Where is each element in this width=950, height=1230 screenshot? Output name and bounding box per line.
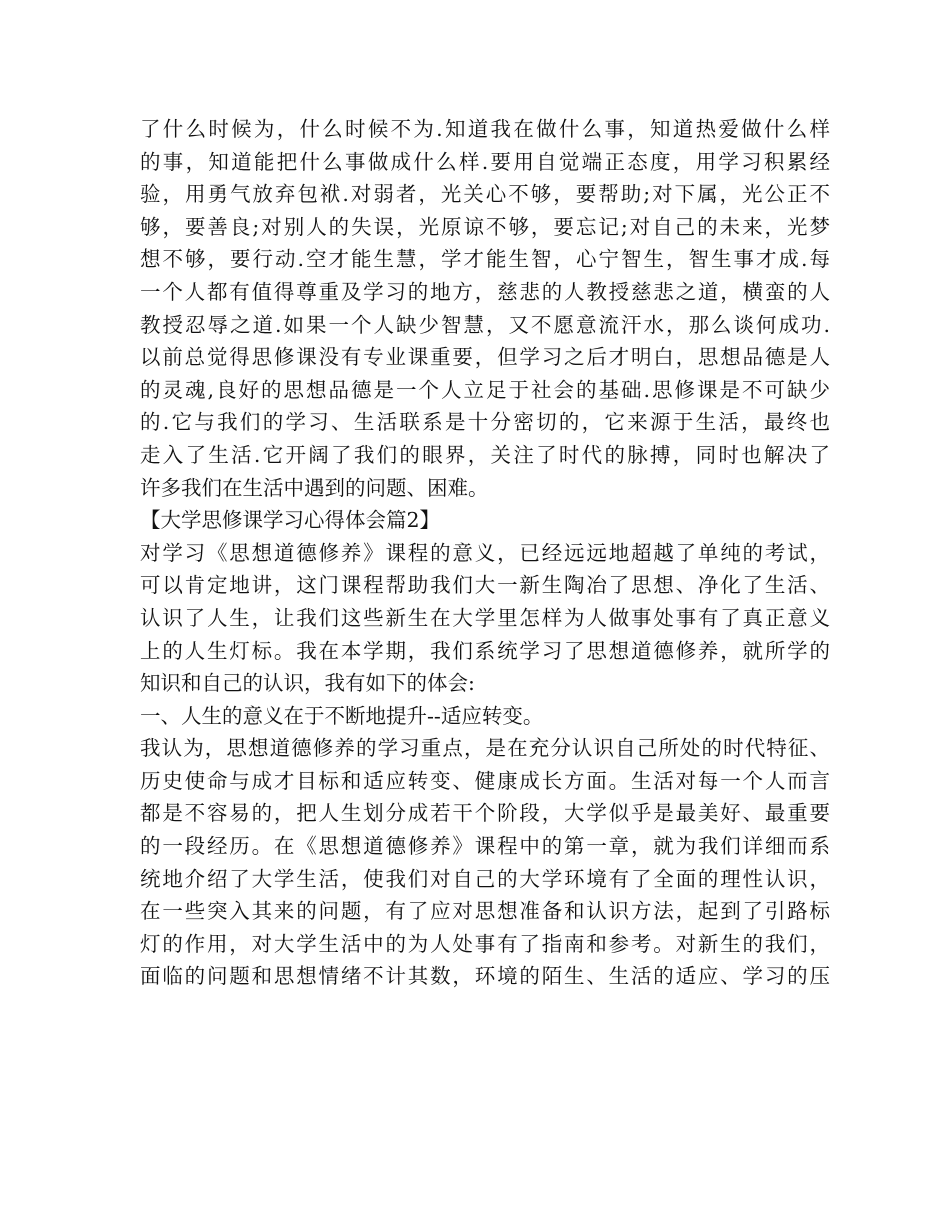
text-line: 都是不容易的，把人生划分成若干个阶段，大学似乎是最美好、最重要 — [140, 801, 830, 826]
text-line: 的事，知道能把什么事做成什么样.要用自觉端正态度，用学习积累经 — [140, 149, 830, 174]
text-line: 想不够，要行动.空才能生慧，学才能生智，心宁智生，智生事才成.每 — [140, 247, 830, 272]
body-text — [140, 113, 830, 993]
text-line: 够，要善良;对别人的失误，光原谅不够，要忘记;对自己的未来，光梦 — [140, 214, 830, 239]
text-line: 的.它与我们的学习、生活联系是十分密切的，它来源于生活，最终也 — [140, 410, 830, 435]
text-line: 走入了生活.它开阔了我们的眼界，关注了时代的脉搏，同时也解决了 — [140, 442, 830, 467]
text-line: 统地介绍了大学生活，使我们对自己的大学环境有了全面的理性认识， — [140, 866, 830, 891]
text-line: 认识了人生，让我们这些新生在大学里怎样为人做事处事有了真正意义 — [140, 605, 830, 630]
text-line: 知识和自己的认识，我有如下的体会: — [140, 671, 475, 696]
text-line: 历史使命与成才目标和适应转变、健康成长方面。生活对每一个人而言 — [140, 768, 830, 793]
text-line: 上的人生灯标。我在本学期，我们系统学习了思想道德修养，就所学的 — [140, 638, 830, 663]
text-line: 在一些突入其来的问题，有了应对思想准备和认识方法，起到了引路标 — [140, 899, 830, 924]
text-line: 的灵魂,良好的思想品德是一个人立足于社会的基础.思修课是不可缺少 — [140, 377, 830, 402]
text-line: 教授忍辱之道.如果一个人缺少智慧，又不愿意流汗水，那么谈何成功. — [140, 312, 830, 337]
text-line: 了什么时候为，什么时候不为.知道我在做什么事，知道热爱做什么样 — [140, 117, 830, 141]
text-line: 一个人都有值得尊重及学习的地方，慈悲的人教授慈悲之道，横蛮的人 — [140, 279, 830, 304]
text-line: 一、人生的意义在于不断地提升--适应转变。 — [140, 703, 544, 728]
text-line: 以前总觉得思修课没有专业课重要，但学习之后才明白，思想品德是人 — [140, 345, 830, 370]
text-line: 验，用勇气放弃包袱.对弱者，光关心不够，要帮助;对下属，光公正不 — [140, 182, 830, 207]
text-line: 面临的问题和思想情绪不计其数，环境的陌生、生活的适应、学习的压 — [140, 964, 830, 989]
text-line: 我认为，思想道德修养的学习重点，是在充分认识自己所处的时代特征、 — [140, 736, 830, 761]
text-line: 许多我们在生活中遇到的问题、困难。 — [140, 475, 489, 500]
text-line: 对学习《思想道德修养》课程的意义，已经远远地超越了单纯的考试， — [140, 540, 830, 565]
text-line: 【大学思修课学习心得体会篇2】 — [140, 508, 441, 533]
text-line: 的一段经历。在《思想道德修养》课程中的第一章，就为我们详细而系 — [140, 834, 830, 859]
text-line: 灯的作用，对大学生活中的为人处事有了指南和参考。对新生的我们， — [140, 931, 830, 956]
text-line: 可以肯定地讲，这门课程帮助我们大一新生陶冶了思想、净化了生活、 — [140, 573, 830, 598]
